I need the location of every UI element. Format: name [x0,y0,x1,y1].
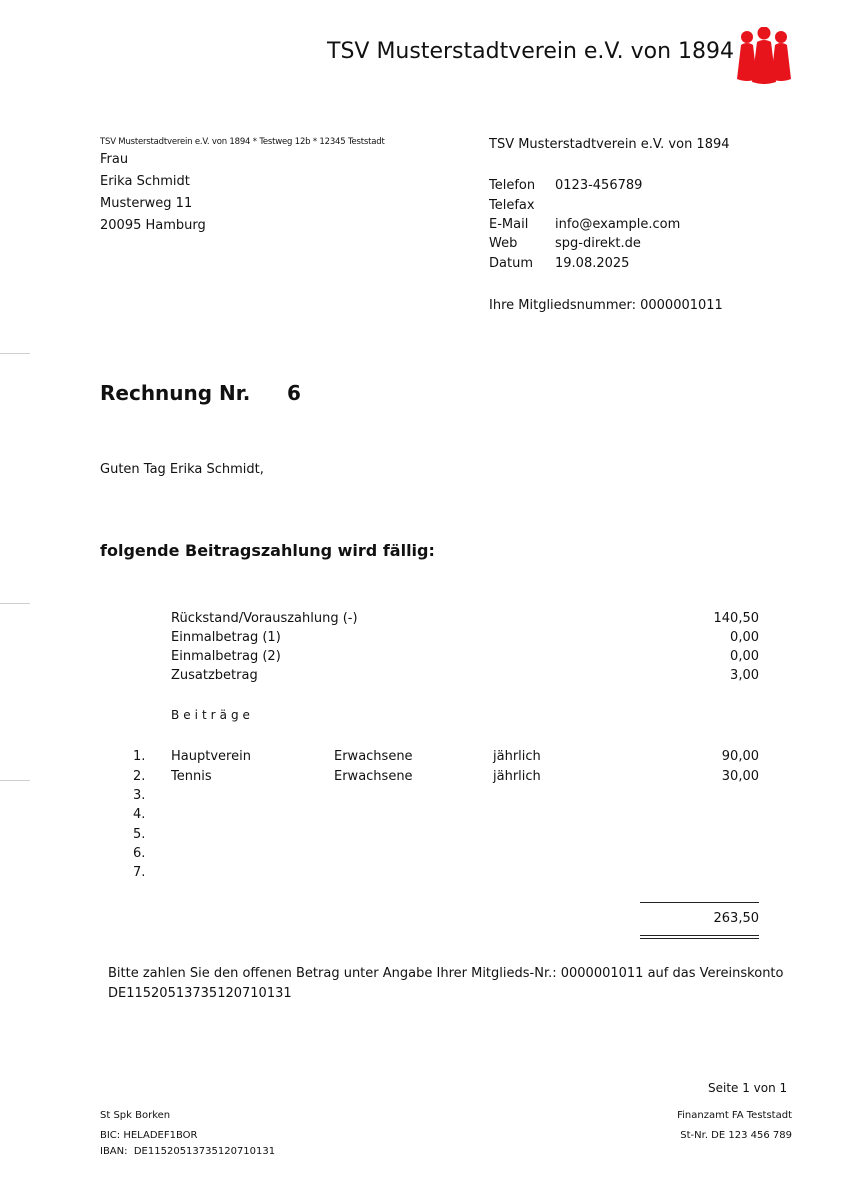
contribution-no: 5. [133,827,146,842]
extra-item-amount: 0,00 [730,630,759,645]
contact-phone: 0123-456789 [555,178,643,193]
invoice-number: 6 [287,381,301,405]
invoice-title: Rechnung Nr. [100,381,251,405]
contribution-name: Tennis [171,769,212,784]
recipient-street: Musterweg 11 [100,196,193,211]
total-rule-double-bottom [640,938,759,939]
extra-item-amount: 140,50 [713,611,759,626]
footer-iban: IBAN: DE11520513735120710131 [100,1146,276,1157]
fold-mark-top [0,353,30,354]
contribution-no: 2. [133,769,146,784]
footer-tax-no: St-Nr. DE 123 456 789 [680,1130,792,1141]
contribution-group: Erwachsene [334,749,413,764]
contact-label: Telefax [489,198,535,213]
greeting: Guten Tag Erika Schmidt, [100,462,264,477]
footer-bank: St Spk Borken [100,1110,171,1121]
extra-item-label: Rückstand/Vorauszahlung (-) [171,611,358,626]
extra-item-label: Einmalbetrag (1) [171,630,281,645]
total-amount: 263,50 [713,911,759,926]
extra-item-label: Zusatzbetrag [171,668,258,683]
contribution-no: 7. [133,865,146,880]
contribution-no: 6. [133,846,146,861]
contribution-name: Hauptverein [171,749,251,764]
extra-item-amount: 3,00 [730,668,759,683]
member-number: Ihre Mitgliedsnummer: 0000001011 [489,298,723,313]
due-heading: folgende Beitragszahlung wird fällig: [100,541,435,560]
payment-note [108,964,784,1004]
footer-bic: BIC: HELADEF1BOR [100,1130,198,1141]
extra-item-amount: 0,00 [730,649,759,664]
contact-email: info@example.com [555,217,681,232]
fold-mark-bottom [0,780,30,781]
club-title: TSV Musterstadtverein e.V. von 1894 [327,39,735,64]
contribution-interval: jährlich [493,769,541,784]
recipient-salutation: Frau [100,152,129,167]
extra-item-label: Einmalbetrag (2) [171,649,281,664]
club-logo-icon [733,27,795,85]
payment-note-iban: DE11520513735120710131 [108,986,292,1001]
contact-web: spg-direkt.de [555,236,641,251]
punch-mark [0,603,30,604]
contact-label: Datum [489,256,533,271]
contribution-interval: jährlich [493,749,541,764]
footer-tax-office: Finanzamt FA Teststadt [677,1110,792,1121]
contribution-no: 1. [133,749,146,764]
contact-label: E-Mail [489,217,529,232]
page-number: Seite 1 von 1 [708,1081,788,1095]
contact-label: Web [489,236,518,251]
contribution-no: 3. [133,788,146,803]
contribution-group: Erwachsene [334,769,413,784]
contribution-amount: 30,00 [721,769,759,784]
total-rule-single [640,902,759,903]
contribution-no: 4. [133,807,146,822]
contact-club-name: TSV Musterstadtverein e.V. von 1894 [489,137,730,152]
contact-date: 19.08.2025 [555,256,630,271]
contributions-heading: Beiträge [171,708,254,722]
sender-line: TSV Musterstadtverein e.V. von 1894 * Testweg 12b * 12345 Teststadt [100,137,385,147]
contact-label: Telefon [489,178,536,193]
payment-note-line1: Bitte zahlen Sie den offenen Betrag unter Angabe Ihrer Mitglieds-Nr.: 0000001011 auf das Vereinskonto [108,966,784,981]
recipient-name: Erika Schmidt [100,174,190,189]
total-rule-double-top [640,935,759,936]
recipient-city: 20095 Hamburg [100,218,206,233]
contribution-amount: 90,00 [721,749,759,764]
